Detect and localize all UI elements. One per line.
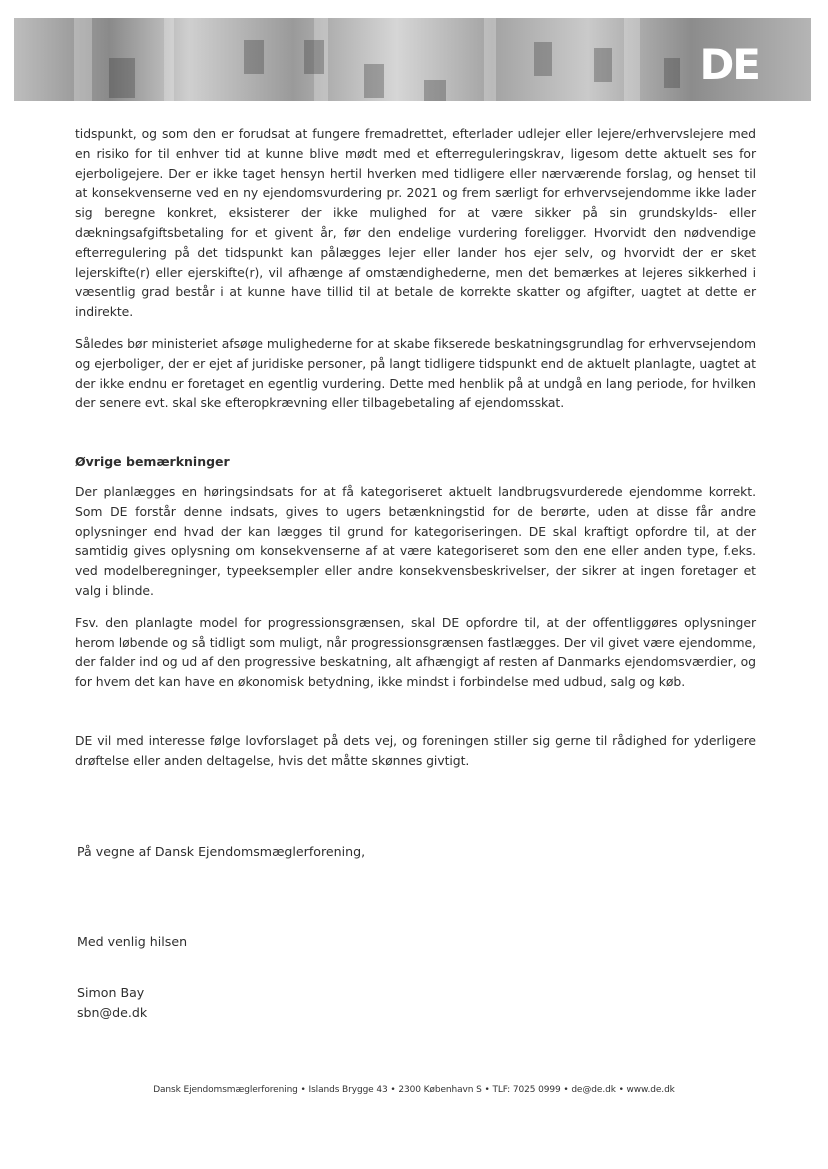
section-body: [75, 482, 756, 692]
footer-contact: Dansk Ejendomsmæglerforening • Islands Brygge 43 • 2300 København S • TLF: 7025 0999 • de@de.dk • www.de.dk: [153, 1085, 675, 1095]
section-heading: Øvrige bemærkninger: [75, 454, 230, 469]
paragraph-1: tidspunkt, og som den er forudsat at fungere fremadrettet, efterlader udlejer eller lejere/erhvervslejere med en risiko for til enhver tid at kunne blive mødt med et efterreguleringskrav, ligesom dette aktuelt ses for ejerboligejere. Der er ikke taget hensyn hertil hverken med tidligere eller nærværende forslag, og henset til at konsekvenserne ved en ny ejendomsvurdering pr. 2021 og frem særligt for erhvervsejendomme ikke lader sig beregne konkret, eksisterer der ikke mulighed for at være sikker på sin grundskylds- eller dækningsafgiftsbetaling for et givent år, før den endelige vurdering foreligger. Hvorvidt den nødvendige efterregulering på det tidspunkt kan pålægges lejer eller lander hos ejer selv, og hvorvidt der er sket lejerskifte(r) eller ejerskifte(r), vil afhænge af omstændighederne, men det bemærkes at lejeres sikkerhed i væsentlig grad består i at kunne have tillid til at betale de korrekte skatter og afgifter, uagtet at dette er indirekte.: [75, 126, 756, 320]
paragraph-2: Således bør ministeriet afsøge mulighederne for at skabe fikserede beskatningsgrundlag for erhvervsejendom og ejerboliger, der er ejet af juridiske personer, på langt tidligere tidspunkt end de aktuelt planlagte, uagtet at der ikke endnu er foretaget en egentlig vurdering. Dette med henblik på at undgå en lang periode, for hvilken der senere evt. skal ske efteropkrævning eller tilbagebetaling af ejendomsskat.: [75, 335, 756, 411]
de-logo: DE: [699, 40, 759, 89]
closing-block: [75, 731, 756, 771]
letter-body: [75, 124, 756, 413]
on-behalf-line: På vegne af Dansk Ejendomsmæglerforening,: [77, 844, 366, 859]
paragraph-4: Fsv. den planlagte model for progressionsgrænsen, skal DE opfordre til, at der offentliggøres oplysninger herom løbende og så tidligt som muligt, når progressionsgrænsen fastlægges. Der vil givet være ejendomme, der falder ind og ud af den progressive beskatning, alt afhængigt af resten af Danmarks ejendomsværdier, og for hvem det kan have en økonomisk betydning, ikke mindst i forbindelse med udbud, salg og køb.: [75, 614, 756, 690]
signer-email: sbn@de.dk: [77, 1005, 148, 1020]
paragraph-3: Der planlægges en høringsindsats for at få kategoriseret aktuelt landbrugsvurderede ejendomme korrekt. Som DE forstår denne indsats, gives to ugers betænkningstid for de berørte, uden at disse får andre oplysninger end hvad der kan lægges til grund for kategoriseringen. DE skal kraftigt opfordre til, at der samtidig gives oplysning om konsekvenserne af at være kategoriseret som den ene eller anden type, f.eks. ved modelberegninger, typeeksempler eller andre konsekvensbeskrivelser, der sikrer at ingen foretager et valg i blinde.: [75, 484, 756, 598]
paragraph-5: DE vil med interesse følge lovforslaget på dets vej, og foreningen stiller sig gerne til rådighed for yderligere drøftelse eller anden deltagelse, hvis det måtte skønnes givtigt.: [75, 733, 756, 768]
header-banner: [14, 18, 811, 101]
signer-name: Simon Bay: [77, 985, 145, 1000]
greeting-line: Med venlig hilsen: [77, 934, 188, 949]
